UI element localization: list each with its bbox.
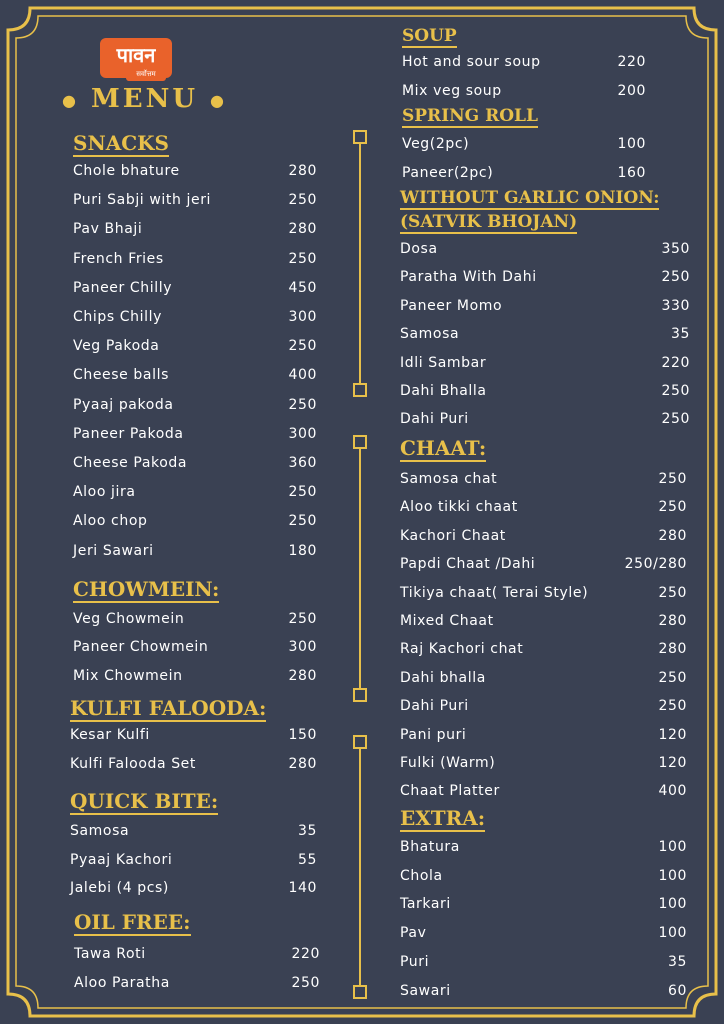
item-name: Hot and sour soup [402, 54, 541, 70]
menu-item [400, 638, 687, 660]
item-price: 250 [288, 513, 317, 530]
menu-item [400, 724, 687, 746]
section-title-text: SPRING ROLL [402, 106, 538, 126]
section-title-text: KULFI FALOODA: [70, 696, 267, 720]
item-price: 250 [288, 484, 317, 501]
menu-item [400, 922, 687, 944]
item-name: Jeri Sawari [73, 542, 154, 559]
menu-item [73, 394, 317, 416]
item-price: 250 [658, 499, 687, 516]
menu-item [400, 695, 687, 717]
item-name: Cheese balls [73, 367, 169, 384]
section-subtitle-text: (SATVIK BHOJAN) [400, 212, 578, 232]
menu-item [70, 849, 317, 871]
item-price: 450 [288, 279, 317, 296]
divider-line [359, 135, 361, 390]
item-name: Chola [400, 867, 443, 884]
menu-item [400, 266, 690, 288]
item-name: Chole bhature [73, 163, 180, 179]
section-subtitle-satvik [400, 210, 577, 234]
item-name: Mix veg soup [402, 82, 502, 99]
item-price: 400 [658, 783, 687, 800]
menu-title-text: MENU [90, 84, 199, 114]
item-name: Dahi Puri [400, 698, 469, 715]
item-name: Veg Chowmein [73, 611, 185, 627]
menu-item [73, 306, 317, 328]
item-price: 250 [658, 584, 687, 601]
menu-item [73, 665, 317, 687]
divider-square-icon [353, 130, 367, 144]
item-price: 150 [288, 727, 317, 743]
section-title-text: CHAAT: [400, 436, 487, 460]
item-name: French Fries [73, 250, 164, 267]
menu-item [73, 218, 317, 240]
item-name: Pav [400, 925, 427, 942]
menu-item [73, 481, 317, 503]
item-name: Paneer Chilly [73, 279, 173, 296]
menu-item [402, 80, 646, 102]
item-name: Paneer Momo [400, 297, 503, 314]
menu-item [73, 248, 317, 270]
item-name: Raj Kachori chat [400, 641, 524, 658]
item-price: 60 [667, 982, 687, 999]
menu-item [73, 160, 317, 182]
divider-square-icon [353, 435, 367, 449]
item-name: Sawari [400, 982, 451, 999]
menu-item [402, 133, 646, 155]
section-title-chowmein [73, 576, 219, 602]
item-price: 100 [658, 867, 687, 884]
menu-item [70, 877, 317, 899]
menu-item [402, 162, 646, 184]
menu-item [400, 525, 687, 547]
item-name: Chips Chilly [73, 309, 162, 325]
item-name: Aloo tikki chaat [400, 499, 518, 516]
item-price: 250 [658, 698, 687, 715]
item-price: 250 [291, 974, 320, 991]
item-price: 35 [297, 823, 317, 839]
item-name: Papdi Chaat /Dahi [400, 556, 536, 573]
menu-item [400, 667, 687, 689]
item-price: 280 [658, 613, 687, 629]
logo-subtext: सर्वोत्तम [126, 68, 166, 81]
menu-item [73, 510, 317, 532]
menu-item [73, 540, 317, 562]
item-price: 220 [661, 354, 690, 371]
item-price: 250 [658, 471, 687, 487]
item-price: 250 [288, 396, 317, 413]
bullet-icon: ● [62, 90, 79, 110]
item-price: 250 [661, 269, 690, 286]
item-price: 280 [288, 221, 317, 238]
menu-item [400, 836, 687, 858]
menu-heading [62, 84, 227, 114]
menu-item [400, 582, 687, 604]
item-name: Kesar Kulfi [70, 727, 150, 743]
item-name: Bhatura [400, 839, 460, 855]
item-name: Kulfi Falooda Set [70, 755, 196, 772]
item-price: 250 [288, 250, 317, 267]
item-price: 100 [658, 896, 687, 913]
divider-square-icon [353, 383, 367, 397]
section-title-spring [402, 104, 538, 128]
item-price: 220 [291, 946, 320, 962]
menu-item [400, 496, 687, 518]
section-title-soup [402, 24, 457, 48]
menu-item [400, 295, 690, 317]
item-price: 300 [288, 639, 317, 656]
item-name: Pav Bhaji [73, 221, 143, 238]
section-title-text: EXTRA: [400, 806, 486, 830]
item-name: Paneer(2pc) [402, 164, 494, 181]
item-price: 330 [661, 297, 690, 314]
item-name: Chaat Platter [400, 783, 500, 800]
divider-square-icon [353, 688, 367, 702]
section-title-text: OIL FREE: [74, 910, 191, 934]
item-price: 250 [288, 192, 317, 209]
menu-item [70, 820, 317, 842]
logo-text: पावन [116, 43, 156, 67]
divider-square-icon [353, 985, 367, 999]
item-name: Paneer Pakoda [73, 425, 184, 442]
item-price: 350 [661, 241, 690, 257]
item-price: 250 [661, 383, 690, 399]
item-price: 180 [288, 542, 317, 559]
item-name: Aloo jira [73, 484, 136, 501]
section-title-quick [70, 788, 218, 814]
item-price: 280 [288, 667, 317, 684]
menu-item [400, 408, 690, 430]
item-name: Cheese Pakoda [73, 455, 188, 471]
item-price: 400 [288, 367, 317, 384]
menu-item [73, 452, 317, 474]
item-price: 120 [658, 755, 687, 771]
item-name: Pyaaj pakoda [73, 396, 174, 413]
item-price: 100 [658, 839, 687, 855]
divider-line [359, 740, 361, 992]
item-price: 100 [617, 136, 646, 152]
item-name: Paneer Chowmein [73, 639, 209, 656]
item-price: 300 [288, 309, 317, 325]
menu-item [400, 553, 687, 575]
section-title-text: SOUP [402, 26, 457, 46]
menu-item [400, 352, 690, 374]
item-price: 35 [667, 953, 687, 970]
section-title-extra [400, 805, 485, 831]
item-price: 280 [288, 755, 317, 772]
menu-item [400, 780, 687, 802]
menu-item [73, 364, 317, 386]
item-name: Dosa [400, 241, 438, 257]
item-price: 35 [670, 326, 690, 343]
item-price: 280 [658, 527, 687, 544]
item-name: Samosa [70, 823, 130, 839]
item-name: Idli Sambar [400, 354, 487, 371]
section-title-oilfree [74, 909, 191, 935]
section-title-text: QUICK BITE: [70, 789, 219, 813]
menu-item [73, 636, 317, 658]
menu-item [400, 893, 687, 915]
menu-item [400, 865, 687, 887]
item-price: 250 [658, 669, 687, 686]
section-title-satvik [400, 186, 659, 210]
menu-item [70, 724, 317, 746]
menu-item [400, 951, 687, 973]
item-name: Samosa chat [400, 471, 498, 487]
item-name: Aloo Paratha [74, 974, 170, 991]
menu-item [400, 468, 687, 490]
menu-item [73, 277, 317, 299]
menu-item [400, 610, 687, 632]
item-price: 300 [288, 425, 317, 442]
menu-item [400, 380, 690, 402]
item-name: Kachori Chaat [400, 527, 506, 544]
item-name: Dahi Bhalla [400, 383, 487, 399]
item-price: 220 [617, 54, 646, 70]
item-name: Paratha With Dahi [400, 269, 537, 286]
item-price: 360 [288, 455, 317, 471]
item-name: Pani puri [400, 726, 467, 743]
item-price: 200 [617, 82, 646, 99]
menu-item [73, 423, 317, 445]
item-price: 100 [658, 925, 687, 942]
menu-item [73, 335, 317, 357]
menu-item [70, 753, 317, 775]
item-name: Tikiya chaat( Terai Style) [400, 584, 589, 601]
item-name: Jalebi (4 pcs) [70, 880, 169, 896]
item-name: Pyaaj Kachori [70, 851, 173, 868]
item-price: 55 [297, 851, 317, 868]
item-name: Mixed Chaat [400, 613, 494, 629]
restaurant-logo [100, 38, 172, 78]
bullet-icon: ● [210, 90, 227, 110]
menu-item [400, 980, 687, 1002]
item-name: Puri [400, 953, 430, 970]
item-price: 120 [658, 726, 687, 743]
item-name: Aloo chop [73, 513, 148, 530]
menu-item [400, 752, 687, 774]
item-price: 160 [617, 164, 646, 181]
item-price: 280 [288, 163, 317, 179]
item-name: Dahi Puri [400, 411, 469, 428]
item-price: 140 [288, 880, 317, 896]
divider-line [359, 440, 361, 695]
section-title-chaat [400, 435, 486, 461]
item-price: 250 [288, 338, 317, 355]
item-name: Samosa [400, 326, 460, 343]
section-title-text: WITHOUT GARLIC ONION: [400, 188, 660, 208]
section-title-snacks [73, 130, 169, 156]
menu-item [73, 189, 317, 211]
item-name: Tawa Roti [74, 946, 146, 962]
item-name: Puri Sabji with jeri [73, 192, 212, 209]
item-name: Mix Chowmein [73, 667, 183, 684]
item-price: 250 [661, 411, 690, 428]
section-title-text: CHOWMEIN: [73, 577, 220, 601]
item-name: Veg(2pc) [402, 136, 470, 152]
section-title-kulfi [70, 695, 266, 721]
item-price: 250/280 [624, 556, 687, 573]
item-price: 250 [288, 611, 317, 627]
menu-item [74, 943, 320, 965]
menu-item [400, 323, 690, 345]
item-name: Dahi bhalla [400, 669, 486, 686]
section-title-text: SNACKS [73, 131, 169, 155]
item-name: Tarkari [400, 896, 451, 913]
menu-item [400, 238, 690, 260]
item-name: Fulki (Warm) [400, 755, 496, 771]
divider-square-icon [353, 735, 367, 749]
item-name: Veg Pakoda [73, 338, 160, 355]
menu-item [402, 51, 646, 73]
menu-item [74, 972, 320, 994]
menu-item [73, 608, 317, 630]
item-price: 280 [658, 641, 687, 658]
